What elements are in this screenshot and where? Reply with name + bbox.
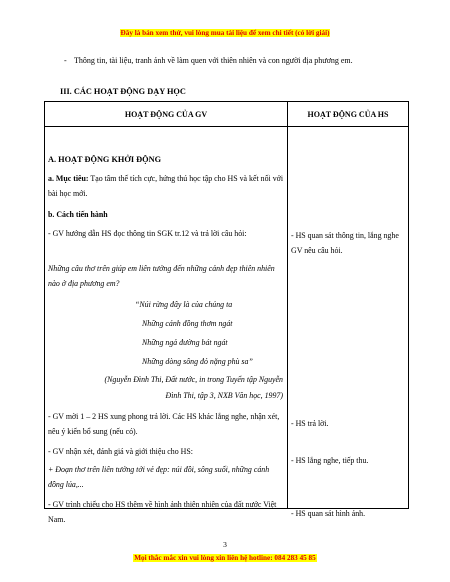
preview-notice-banner — [0, 29, 450, 37]
table-header-row — [45, 102, 409, 127]
step-instruction: - GV hướng dẫn HS đọc thông tin SGK tr.12 và trả lời câu hỏi: — [48, 229, 247, 238]
goal-paragraph — [48, 171, 284, 201]
method-title: b. Cách tiến hành — [48, 210, 108, 219]
hs-response: - HS quan sát thông tin, lắng nghe GV nêu câu hỏi. — [291, 231, 399, 255]
gv-cell — [45, 127, 288, 524]
section-title: III. CÁC HOẠT ĐỘNG DẠY HỌC — [60, 87, 186, 96]
page-number: 3 — [223, 540, 227, 549]
citation-line: (Nguyễn Đình Thi, Đất nước, in trong Tuyển tập Nguyễn — [104, 375, 283, 384]
step-present: - GV trình chiếu cho HS thêm về hình ảnh thiên nhiên của đất nước Việt Nam. — [48, 500, 277, 524]
hs-cell — [288, 127, 409, 518]
citation-line: Đình Thi, tập 3, NXB Văn học, 1997) — [165, 391, 283, 400]
activities-table — [44, 101, 409, 524]
bullet-dash: - — [64, 56, 67, 65]
poem-line: Những ngả đường bát ngát — [142, 338, 228, 347]
hotline-banner — [0, 554, 450, 562]
step-review: - GV nhận xét, đánh giá và giới thiệu cho HS: — [48, 447, 193, 456]
goal-text: Tạo tâm thế tích cực, hứng thú học tập cho HS và kết nối với bài học mới. — [48, 174, 284, 198]
question-text: Những câu thơ trên giúp em liên tưởng đến những cảnh đẹp thiên nhiên nào ở địa phương em? — [48, 264, 275, 288]
poem-line: “Núi rừng đây là của chúng ta — [135, 300, 233, 309]
hs-response: - HS lắng nghe, tiếp thu. — [291, 456, 369, 465]
hs-response: - HS trả lời. — [291, 419, 329, 428]
step-review-detail: + Đoạn thơ trên liên tưởng tới vẻ đẹp: núi đồi, sông suối, những cánh đồng lúa,... — [48, 465, 270, 489]
step-invite: - GV mời 1 – 2 HS xung phong trả lời. Các HS khác lắng nghe, nhận xét, nêu ý kiến bổ sung (nếu có). — [48, 412, 280, 436]
hs-column-header: HOẠT ĐỘNG CỦA HS — [288, 102, 409, 127]
materials-bullet — [64, 52, 394, 69]
hs-response: - HS quan sát hình ảnh. — [291, 509, 366, 518]
goal-label: a. Mục tiêu: — [48, 174, 89, 183]
bullet-text: Thông tin, tài liệu, tranh ảnh về làm quen với thiên nhiên và con người địa phương em. — [74, 56, 353, 65]
preview-notice-text: Đây là bản xem thử, vui lòng mua tài liệu để xem chi tiết (có lời giải) — [120, 29, 330, 37]
table-row — [45, 127, 409, 509]
hotline-text: Mọi thắc mắc xin vui lòng xin liên hệ hotline: 084 283 45 85 — [134, 554, 316, 562]
activity-title: A. HOẠT ĐỘNG KHỞI ĐỘNG — [48, 155, 162, 164]
gv-column-header: HOẠT ĐỘNG CỦA GV — [45, 102, 288, 127]
poem-line: Những dòng sông đỏ nặng phù sa” — [142, 357, 253, 366]
poem-line: Những cánh đồng thơm ngát — [142, 319, 233, 328]
